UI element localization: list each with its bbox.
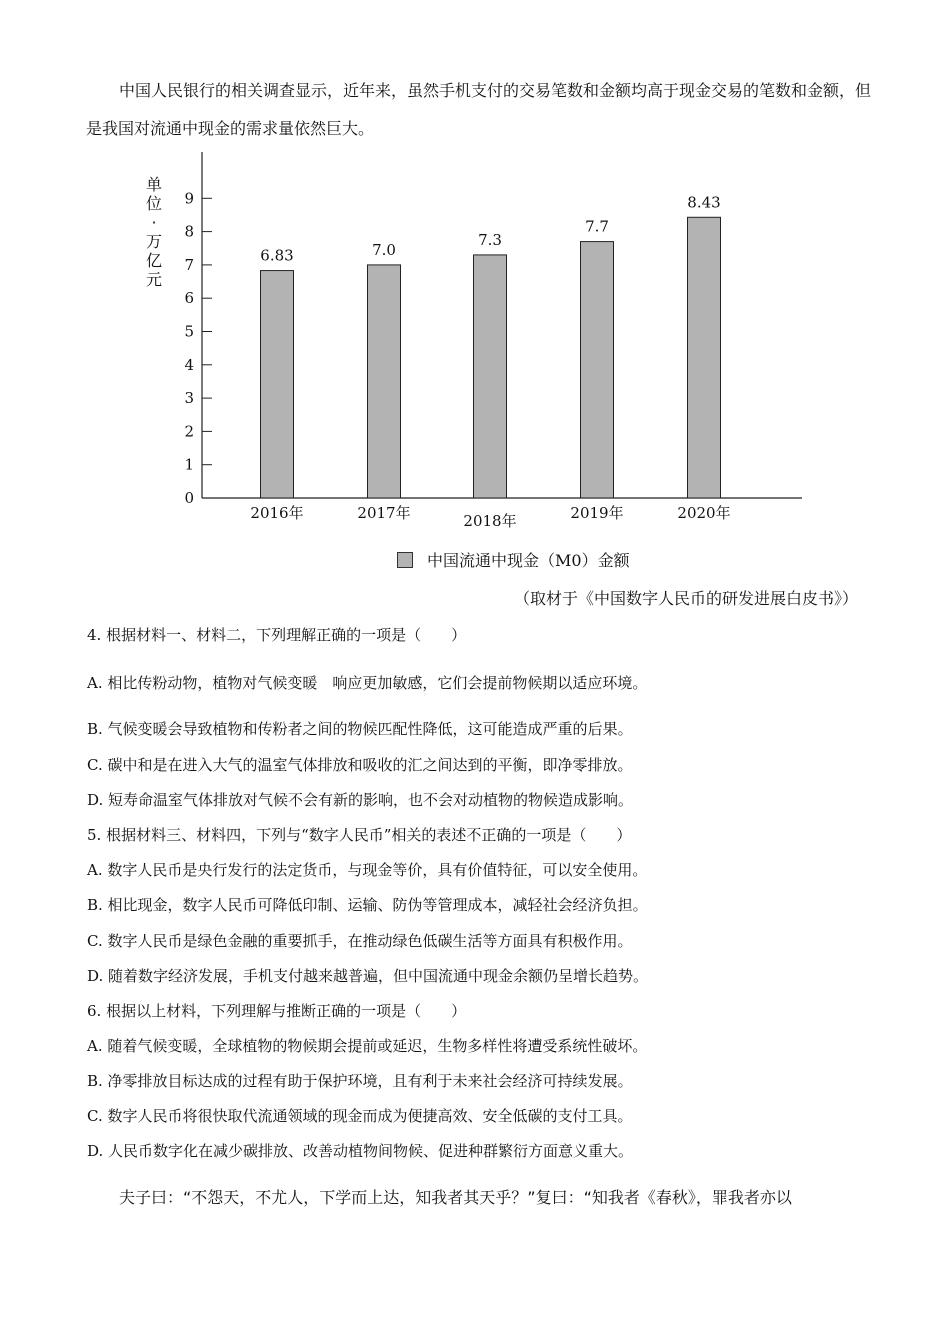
q5-stem: 5. 根据材料三、材料四，下列与“数字人民币”相关的表述不正确的一项是（ ） — [87, 826, 632, 844]
bar — [368, 265, 401, 498]
y-tick-label: 6 — [184, 289, 194, 308]
q6-stem: 6. 根据以上材料，下列理解与推断正确的一项是（ ） — [87, 1002, 467, 1020]
q5-option-a: A. 数字人民币是央行发行的法定货币，与现金等价，具有价值特征，可以安全使用。 — [87, 861, 648, 879]
bar-chart — [140, 148, 820, 538]
bar-value-label: 7.3 — [478, 230, 502, 249]
q6-option-c: C. 数字人民币将很快取代流通领域的现金而成为便捷高效、安全低碳的支付工具。 — [87, 1107, 633, 1125]
bar — [581, 242, 614, 498]
q4-option-d: D. 短寿命温室气体排放对气候不会有新的影响，也不会对动植物的物候造成影响。 — [87, 791, 634, 809]
bar-value-label: 6.83 — [260, 246, 294, 265]
q6-option-d: D. 人民币数字化在减少碳排放、改善动植物间物候、促进种群繁衍方面意义重大。 — [87, 1142, 634, 1160]
y-axis-label-char: 单 — [145, 175, 163, 194]
x-tick-label: 2018年 — [463, 512, 517, 530]
intro-paragraph: 中国人民银行的相关调查显示，近年来，虽然手机支付的交易笔数和金额均高于现金交易的笔数和金额，但是我国对流通中现金的需求量依然巨大。 — [86, 81, 872, 138]
y-axis-label-char: 位 — [145, 194, 163, 213]
q5-option-c: C. 数字人民币是绿色金融的重要抓手，在推动绿色低碳生活等方面具有积极作用。 — [87, 932, 633, 950]
q6-option-b: B. 净零排放目标达成的过程有助于保护环境，且有利于未来社会经济可持续发展。 — [87, 1072, 633, 1090]
bar — [261, 271, 294, 498]
closing-paragraph: 夫子曰：“不怨天，不尤人，下学而上达，知我者其天乎？”复曰：“知我者《春秋》，罪我者亦以 — [119, 1188, 792, 1207]
q4-option-b: B. 气候变暖会导致植物和传粉者之间的物候匹配性降低，这可能造成严重的后果。 — [87, 720, 633, 738]
x-tick-label: 2017年 — [357, 504, 411, 522]
y-tick-label: 3 — [184, 389, 194, 408]
x-tick-label: 2019年 — [570, 504, 624, 522]
q4-option-c: C. 碳中和是在进入大气的温室气体排放和吸收的汇之间达到的平衡，即净零排放。 — [87, 756, 633, 774]
y-axis-label-char: 亿 — [145, 251, 163, 270]
bar-value-label: 7.7 — [585, 217, 609, 236]
source-citation: （取材于《中国数字人民币的研发进展白皮书》） — [513, 589, 858, 608]
y-axis-label-char: 万 — [145, 232, 163, 251]
legend-label: 中国流通中现金（M0）金额 — [427, 551, 630, 570]
legend-swatch — [397, 552, 413, 568]
bar — [688, 217, 721, 498]
y-tick-label: 9 — [184, 189, 194, 208]
y-axis-label-char: 元 — [145, 270, 163, 289]
bar-value-label: 7.0 — [372, 240, 396, 259]
y-tick-label: 7 — [184, 255, 194, 274]
bar — [474, 255, 507, 498]
x-tick-label: 2016年 — [250, 504, 304, 522]
x-tick-label: 2020年 — [677, 504, 731, 522]
chart-legend — [397, 548, 630, 571]
y-tick-label: 0 — [184, 489, 194, 507]
y-tick-label: 4 — [184, 355, 194, 374]
y-tick-label: 1 — [184, 455, 194, 474]
y-tick-label: 5 — [184, 322, 194, 341]
y-tick-label: 8 — [184, 222, 194, 241]
y-axis-label-char: · — [151, 213, 157, 232]
q6-option-a: A. 随着气候变暖，全球植物的物候期会提前或延迟，生物多样性将遭受系统性破坏。 — [87, 1037, 648, 1055]
q5-option-d: D. 随着数字经济发展，手机支付越来越普遍，但中国流通中现金余额仍呈增长趋势。 — [87, 967, 649, 985]
q4-option-a: A. 相比传粉动物，植物对气候变暖 响应更加敏感，它们会提前物候期以适应环境。 — [87, 674, 648, 692]
y-tick-label: 2 — [184, 422, 194, 441]
q5-option-b: B. 相比现金，数字人民币可降低印制、运输、防伪等管理成本，减轻社会经济负担。 — [87, 896, 648, 914]
q4-stem: 4. 根据材料一、材料二，下列理解正确的一项是（ ） — [87, 626, 467, 644]
bar-value-label: 8.43 — [687, 193, 721, 212]
